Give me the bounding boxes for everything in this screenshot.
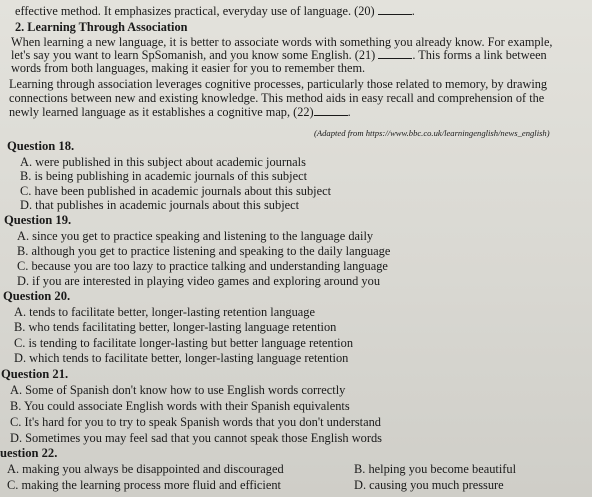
q21-option-a[interactable]: A. Some of Spanish don't know how to use English words correctly	[10, 383, 346, 397]
q19-option-d[interactable]: D. if you are interested in playing video games and exploring around you	[17, 274, 381, 288]
q22-option-b[interactable]: B. helping you become beautiful	[354, 462, 517, 476]
question-21-label: Question 21.	[1, 367, 69, 381]
q18-option-c[interactable]: C. have been published in academic journals about this subject	[20, 184, 332, 198]
passage-line	[11, 48, 547, 62]
blank-21	[378, 48, 412, 59]
source-citation: (Adapted from https://www.bbc.co.uk/learningenglish/news_english)	[314, 128, 550, 138]
q19-option-b[interactable]: B. although you get to practice listening and speaking to the daily language	[17, 244, 391, 258]
q18-option-b[interactable]: B. is being publishing in academic journals of this subject	[20, 169, 308, 183]
passage-text: let's say you want to learn SpSomanish, and you know some English. (21)	[11, 48, 376, 62]
passage-text: newly learned language as it establishes a cognitive map, (22)	[9, 105, 314, 119]
passage-text: .	[411, 4, 415, 18]
blank-22	[314, 105, 348, 116]
passage-line: connections between new and existing knowledge. This method aids in easy recall and comprehension of the	[9, 91, 545, 105]
passage-line	[9, 105, 351, 119]
blank-20	[378, 4, 412, 15]
q19-option-a[interactable]: A. since you get to practice speaking and listening to the language daily	[17, 229, 374, 243]
q19-option-c[interactable]: C. because you are too lazy to practice talking and understanding language	[17, 259, 388, 273]
passage-text: .	[347, 105, 351, 119]
q20-option-c[interactable]: C. is tending to facilitate longer-lasting but better language retention	[14, 336, 354, 350]
q21-option-b[interactable]: B. You could associate English words with their Spanish equivalents	[10, 399, 350, 413]
passage-line: words from both languages, making it easier for you to remember them.	[11, 61, 366, 75]
q22-option-c[interactable]: C. making the learning process more fluid and efficient	[7, 478, 282, 492]
question-19-label: Question 19.	[4, 213, 72, 227]
question-20-label: Question 20.	[3, 289, 71, 303]
question-18-label: Question 18.	[7, 139, 75, 153]
question-22-label: uestion 22.	[0, 446, 58, 460]
q21-option-d[interactable]: D. Sometimes you may feel sad that you cannot speak those English words	[10, 431, 382, 445]
passage-line: Learning through association leverages cognitive processes, particularly those related to memory, by drawing	[9, 77, 548, 91]
q20-option-d[interactable]: D. which tends to facilitate better, longer-lasting language retention	[14, 351, 349, 365]
q18-option-d[interactable]: D. that publishes in academic journals about this subject	[20, 198, 300, 212]
passage-text: . This forms a link between	[412, 48, 547, 62]
passage-text: effective method. It emphasizes practical, everyday use of language. (20)	[15, 4, 375, 18]
q20-option-a[interactable]: A. tends to facilitate better, longer-lasting retention language	[14, 305, 315, 319]
q20-option-b[interactable]: B. who tends facilitating better, longer-lasting language retention	[14, 320, 337, 334]
passage-line: When learning a new language, it is better to associate words with something you already know. For example,	[11, 35, 553, 49]
q18-option-a[interactable]: A. were published in this subject about academic journals	[20, 155, 306, 169]
q22-option-d[interactable]: D. causing you much pressure	[354, 478, 504, 492]
q21-option-c[interactable]: C. It's hard for you to try to speak Spanish words that you don't understand	[10, 415, 381, 429]
q22-option-a[interactable]: A. making you always be disappointed and discouraged	[7, 462, 284, 476]
section-heading: 2. Learning Through Association	[15, 20, 188, 34]
passage-line-1	[15, 4, 415, 18]
